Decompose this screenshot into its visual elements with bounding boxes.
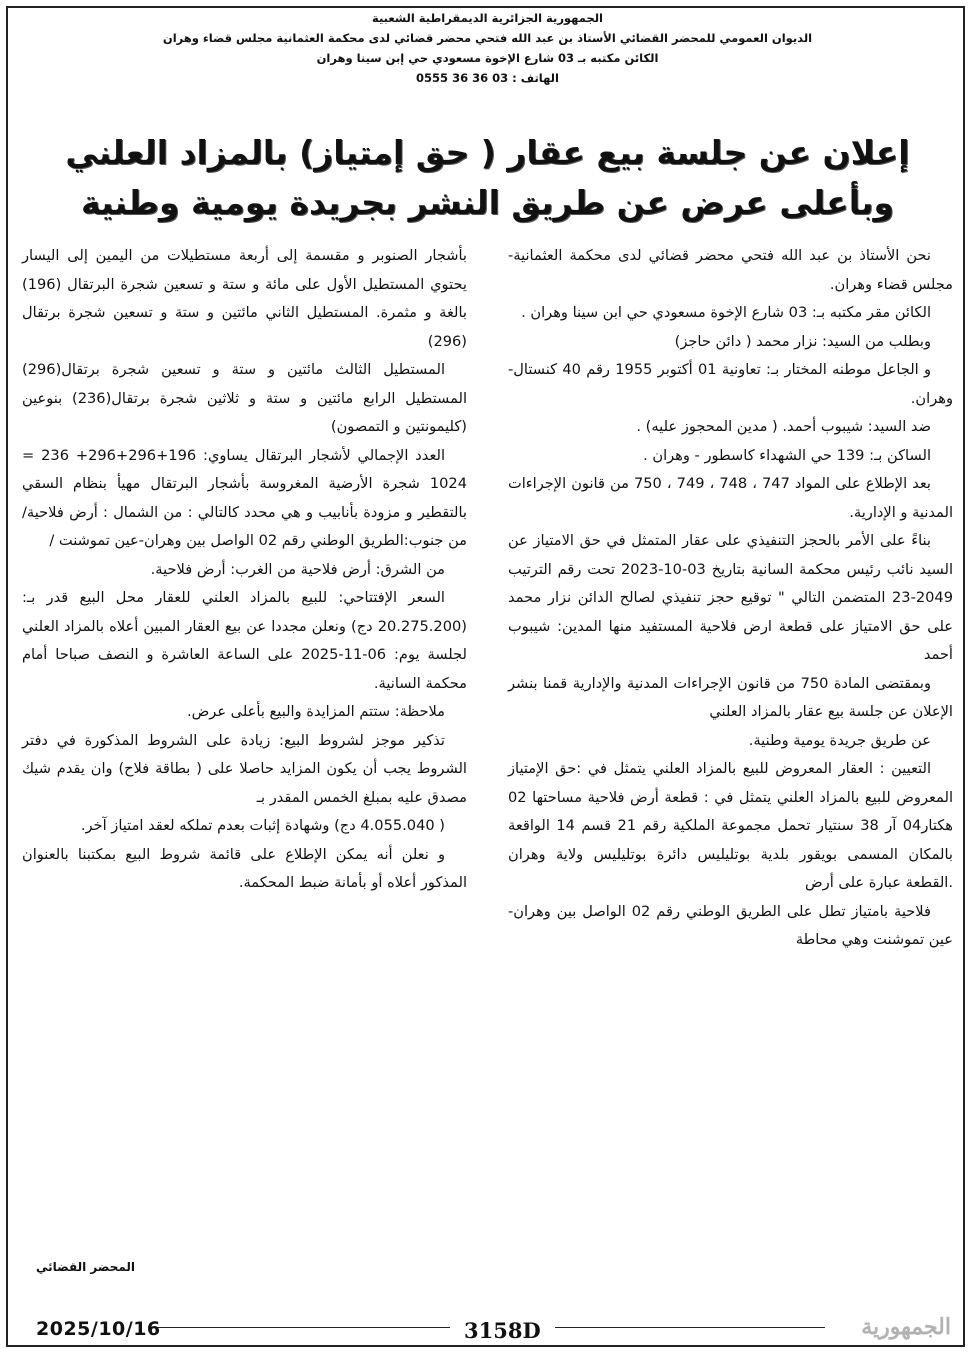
office-address: الكائن مكتبه بـ 03 شارع الإخوة مسعودي حي إبن سينا وهران [316, 51, 659, 65]
bailiff-signature: المحضر القضائي [36, 1260, 136, 1274]
paragraph: من الشرق: أرض فلاحية من الغرب: أرض فلاحية. [150, 560, 445, 578]
left-column [22, 242, 467, 898]
paragraph: الكائن مقر مكتبه بـ: 03 شارع الإخوة مسعودي حي ابن سينا وهران . [521, 304, 931, 321]
paragraph: ضد السيد: شيبوب أحمد. ( مدين المحجوز عليه) . [636, 418, 931, 435]
office-phone: الهاتف : 03 36 36 0555 [416, 71, 559, 85]
paragraph: الساكن بـ: 139 حي الشهداء كاسطور - وهران . [643, 446, 931, 464]
title-line-1: إعلان عن جلسة بيع عقار ( حق إمتياز) بالمزاد العلني [65, 133, 910, 172]
paragraph: نحن الأستاذ بن عبد الله فتحي محضر قضائي لدى محكمة العثمانية-مجلس قضاء وهران. [508, 247, 953, 293]
announcement-title [40, 128, 935, 228]
paragraph: السعر الإفتتاحي: للبيع بالمزاد العلني للعقار محل البيع قدر بـ: (20.275.200 دج) ونعلن مجددا عن بيع العقار المبين أعلاه بالمزاد العلني لجلسة يوم: 06-11-2025 على الساعة العاشرة و النصف صباحا أمام محكمة السانية. [22, 589, 467, 692]
paragraph: العدد الإجمالي لأشجار البرتقال يساوي: 196+296+296+ 236 = 1024 شجرة الأرضية المغروسة بأشجار البرتقال مهيأ بنظام السقي بالتقطير و مزودة بأنابيب و هي محدد كالتالي : من الشمال : أرض فلاحية/ من جنوب:الطريق الوطني رقم 02 الواصل بين وهران-عين تموشنت / [22, 446, 467, 549]
paragraph: ( 4.055.040 دج) وشهادة إثبات بعدم تملكه لعقد امتياز آخر. [80, 817, 445, 834]
office-name: الديوان العمومي للمحضر القضائي الأستاذ بن عبد الله فتحي محضر قضائي لدى محكمة العثمانية مجلس قضاء وهران [162, 31, 813, 45]
announcement-code: 3158D [464, 1318, 541, 1343]
republic-name: الجمهورية الجزائرية الديمقراطية الشعبية [371, 11, 603, 25]
paragraph: بناءً على الأمر بالحجز التنفيذي على عقار المتمثل في حق الامتياز عن السيد نائب رئيس محكمة السانية بتاريخ 03-10-2023 تحت رقم الترتيب 2049-23 المتضمن التالي " توقيع حجز تنفيذي لصالح الدائن نزار محمد على حق الامتياز على قطعة ارض فلاحية المستفيد منها المدين: شيبوب أحمد [508, 532, 953, 663]
paragraph: تذكير موجز لشروط البيع: زيادة على الشروط المذكورة في دفتر الشروط يجب أن يكون المزايد حاصلا على ( بطاقة فلاح) وان يقدم شيك مصدق عليه بمبلغ الخمس المقدر بـ [22, 731, 467, 806]
title-line-2: وبأعلى عرض عن طريق النشر بجريدة يومية وطنية [80, 183, 895, 222]
paragraph: عن طريق جريدة يومية وطنية. [748, 731, 931, 749]
right-column [508, 242, 953, 955]
newspaper-logo: الجمهورية [861, 1314, 951, 1340]
paragraph: فلاحية بامتياز تطل على الطريق الوطني رقم 02 الواصل بين وهران-عين تموشنت وهي محاطة [508, 902, 953, 948]
paragraph: وبطلب من السيد: نزار محمد ( دائن حاجز) [674, 332, 931, 350]
paragraph: و الجاعل موطنه المختار بـ: تعاونية 01 أكتوبر 1955 رقم 40 كنستال-وهران. [508, 361, 953, 407]
paragraph: التعيين : العقار المعروض للبيع بالمزاد العلني يتمثل في :حق الإمتياز المعروض للبيع بالمزاد العلني يتمثل في : قطعة أرض فلاحية مساحتها 02 هكتار04 آر 38 سنتيار تحمل مجموعة الملكية رقم 21 قسم 14 الواقعة بالمكان المسمى بويقور بلدية بوتليليس دائرة بوتليليس ولاية وهران .القطعة عبارة على أرض [508, 760, 953, 891]
paragraph: وبمقتضى المادة 750 من قانون الإجراءات المدنية والإدارية قمنا بنشر الإعلان عن جلسة بيع عقار بالمزاد العلني [508, 674, 953, 720]
bailiff-header [20, 8, 955, 88]
page-footer [6, 1310, 965, 1350]
publication-date: 2025/10/16 [36, 1318, 161, 1340]
paragraph: ملاحظة: ستتم المزايدة والبيع بأعلى عرض. [187, 703, 445, 720]
paragraph: المستطيل الثالث مائتين و ستة و تسعين شجرة برتقال(296) المستطيل الرابع مائتين و ستة و ثلاثين شجرة برتقال(236) بنوعين (كليمونتين و التمصون) [22, 361, 468, 435]
paragraph: و نعلن أنه يمكن الإطلاع على قائمة شروط البيع بمكتبنا بالعنوان المذكور أعلاه أو بأمانة ضبط المحكمة. [22, 845, 467, 891]
paragraph: بأشجار الصنوبر و مقسمة إلى أربعة مستطيلات من اليمين إلى اليسار يحتوي المستطيل الأول على مائة و ستة و تسعين شجرة البرتقال (196) بالغة و مثمرة. المستطيل الثاني مائتين و ستة و تسعين شجرة برتقال (296) [22, 247, 467, 350]
paragraph: بعد الإطلاع على المواد 747 ، 748 ، 749 ، 750 من قانون الإجراءات المدنية و الإدارية. [508, 475, 953, 521]
